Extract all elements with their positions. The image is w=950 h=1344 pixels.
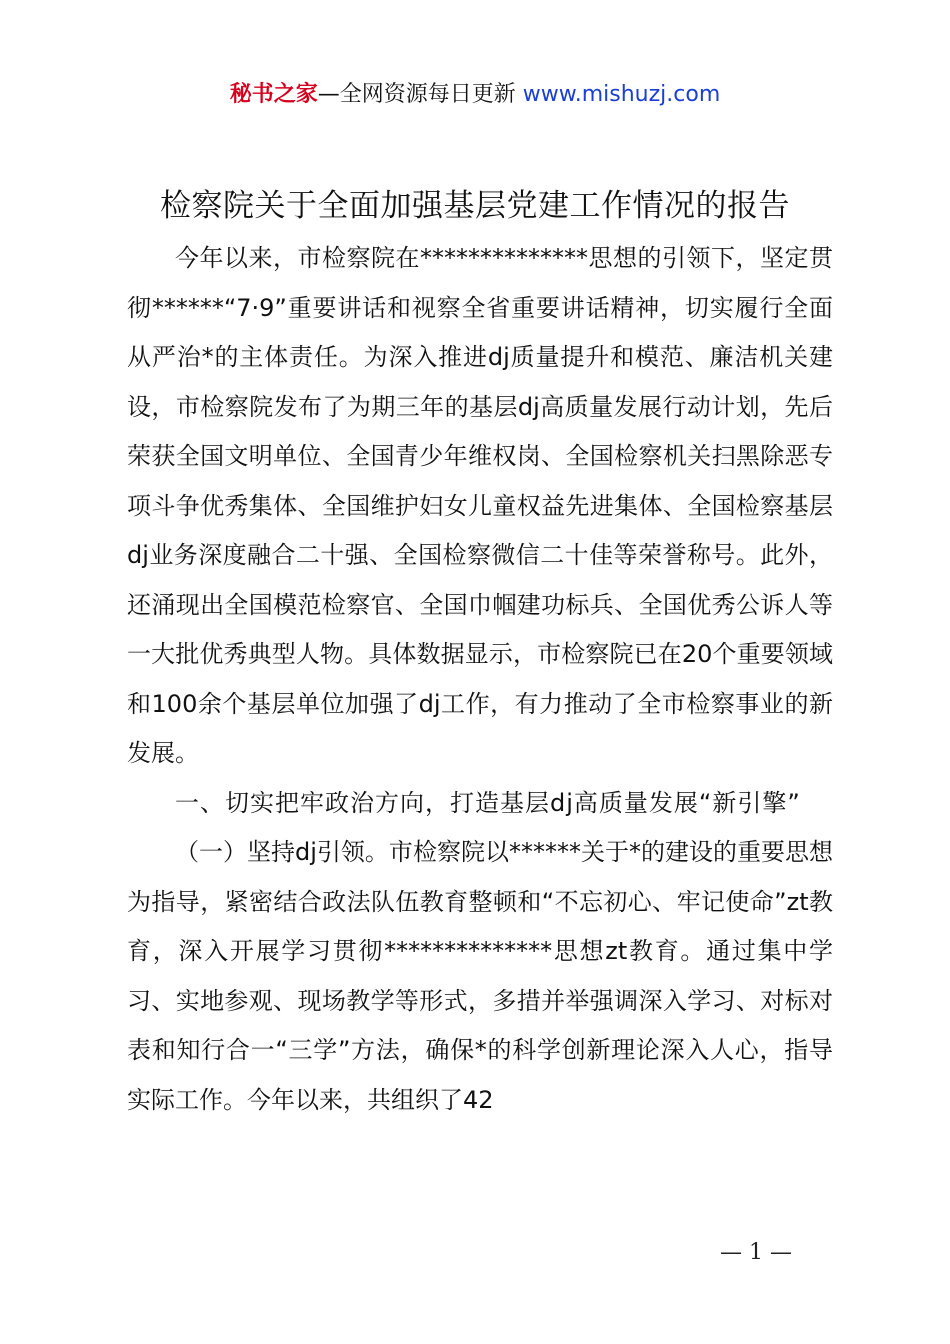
document-body [127, 234, 833, 1125]
document-title: 检察院关于全面加强基层党建工作情况的报告 [160, 188, 790, 224]
site-slogan: —全网资源每日更新 [317, 82, 516, 107]
section-heading-1: 一、切实把牢政治方向，打造基层dj高质量发展“新引擎” [175, 788, 801, 817]
site-watermark-header [0, 80, 950, 110]
site-url: www.mishuzj.com [522, 82, 721, 107]
page-number: — 1 — [720, 1240, 792, 1265]
paragraph-subsection-1: （一）坚持dj引领。市检察院以******关于*的建设的重要思想为指导，紧密结合政法队伍教育整顿和“不忘初心、牢记使命”zt教育，深入开展学习贯彻**************思想zt教育。通过集中学习、实地参观、现场教学等形式，多措并举强调深入学习、对标对表和知行合一“三学”方法，确保*的科学创新理论深入人心，指导实际工作。今年以来，共组织了42 [127, 838, 833, 1114]
site-brand: 秘书之家 [229, 82, 318, 107]
paragraph-intro: 今年以来，市检察院在**************思想的引领下，坚定贯彻******“7·9”重要讲话和视察全省重要讲话精神，切实履行全面从严治*的主体责任。为深入推进dj质量提升和模范、廉洁机关建设，市检察院发布了为期三年的基层dj高质量发展行动计划，先后荣获全国文明单位、全国青少年维权岗、全国检察机关扫黑除恶专项斗争优秀集体、全国维护妇女儿童权益先进集体、全国检察基层dj业务深度融合二十强、全国检察微信二十佳等荣誉称号。此外，还涌现出全国模范检察官、全国巾帼建功标兵、全国优秀公诉人等一大批优秀典型人物。具体数据显示，市检察院已在20个重要领域和100余个基层单位加强了dj工作，有力推动了全市检察事业的新发展。 [127, 244, 833, 767]
